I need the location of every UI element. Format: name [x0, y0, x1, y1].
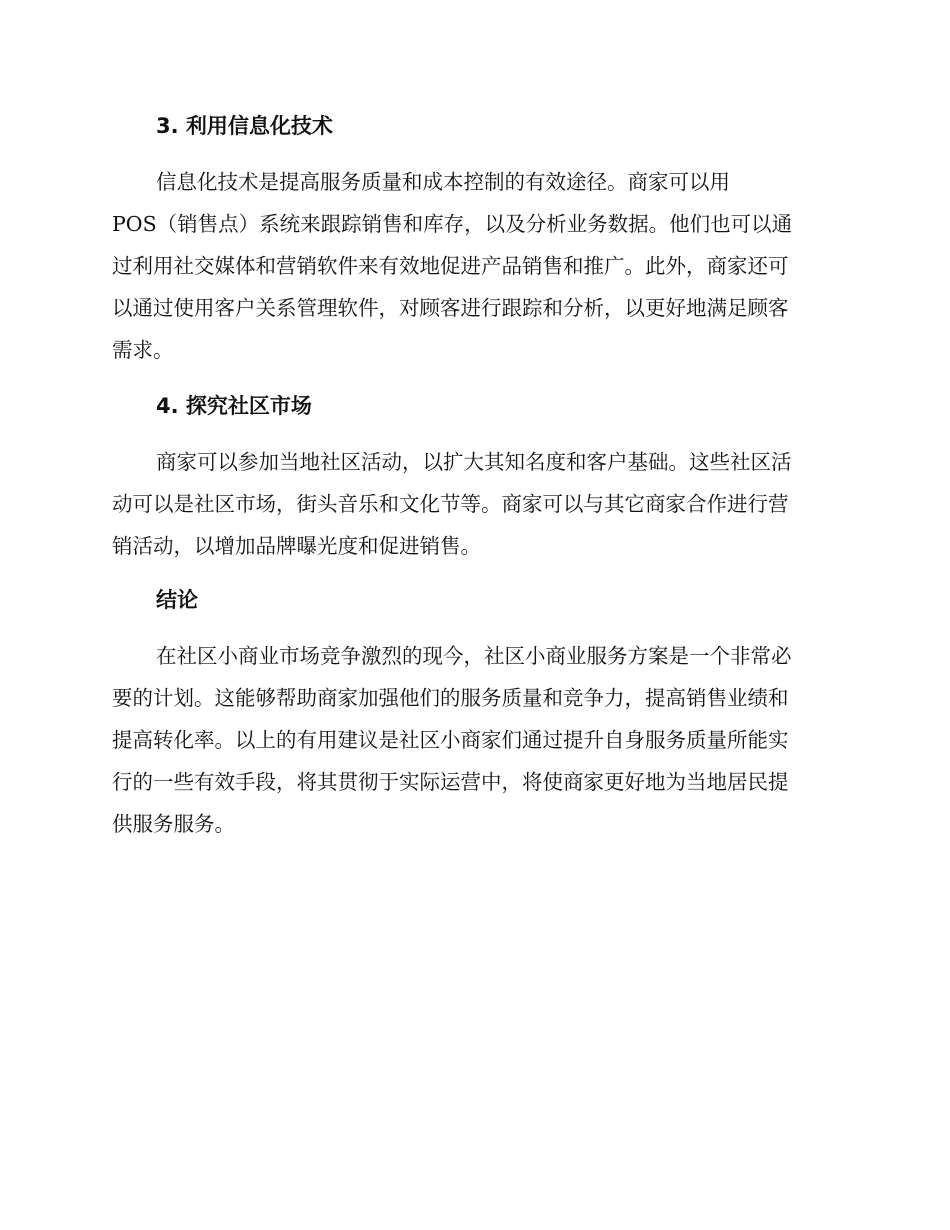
- paragraph-community-market: [112, 441, 830, 567]
- paragraph-conclusion: [112, 635, 830, 845]
- paragraph-line: 动可以是社区市场，街头音乐和文化节等。商家可以与其它商家合作进行营: [112, 492, 789, 516]
- paragraph-line: 在社区小商业市场竞争激烈的现今，社区小商业服务方案是一个非常必: [156, 644, 792, 668]
- section-heading-information-technology: 3. 利用信息化技术: [156, 114, 333, 138]
- section-heading-conclusion: 结论: [156, 588, 198, 612]
- paragraph-line: 供服务服务。: [112, 812, 235, 836]
- paragraph-line: POS（销售点）系统来跟踪销售和库存，以及分析业务数据。他们也可以通: [112, 212, 793, 236]
- paragraph-line: 销活动，以增加品牌曝光度和促进销售。: [112, 534, 481, 558]
- paragraph-line: 行的一些有效手段，将其贯彻于实际运营中，将使商家更好地为当地居民提: [112, 770, 789, 794]
- paragraph-information-technology: [112, 161, 830, 371]
- paragraph-line: 以通过使用客户关系管理软件，对顾客进行跟踪和分析，以更好地满足顾客: [112, 296, 789, 320]
- paragraph-line: 过利用社交媒体和营销软件来有效地促进产品销售和推广。此外，商家还可: [112, 254, 789, 278]
- paragraph-line: 需求。: [112, 338, 174, 362]
- section-heading-community-market: 4. 探究社区市场: [156, 394, 312, 418]
- paragraph-line: 提高转化率。以上的有用建议是社区小商家们通过提升自身服务质量所能实: [112, 728, 789, 752]
- paragraph-line: 商家可以参加当地社区活动，以扩大其知名度和客户基础。这些社区活: [156, 450, 792, 474]
- paragraph-line: 信息化技术是提高服务质量和成本控制的有效途径。商家可以用: [156, 170, 730, 194]
- paragraph-line: 要的计划。这能够帮助商家加强他们的服务质量和竞争力，提高销售业绩和: [112, 686, 789, 710]
